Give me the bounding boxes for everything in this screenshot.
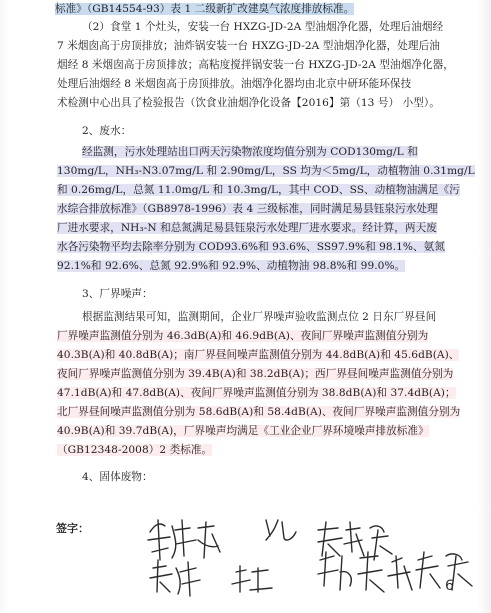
signature-1 xyxy=(148,520,220,560)
signature-6 xyxy=(318,552,412,592)
text-line: 夜间厂界噪声监测值分别为 39.4B(A)和 38.2dB(A)；西厂界昼间噪声监测值分别为 xyxy=(57,368,454,380)
section-heading: 3、厂界噪声： xyxy=(82,288,153,300)
text-line: （2）食堂 1 个灶头，安装一台 HXZG-JD-2A 型油烟净化器，处理后油烟经 xyxy=(82,21,444,33)
text-line: 根据监测结果可知，监测期间，企业厂界噪声验收监测点位 2 日东厂界昼间 xyxy=(82,311,437,323)
text-line: 40.9B(A)和 39.7dB(A)，厂界噪声均满足《工业企业厂界环境噪声排放标准》 xyxy=(57,425,429,437)
text-line: 和 0.26mg/L，总氮 11.0mg/L 和 10.3mg/L，其中 COD、SS、动植物油满足《污 xyxy=(57,184,460,196)
text-line: 标准》（GB14554-93）表 1 二级新扩改建臭气浓度排放标准。 xyxy=(55,3,355,15)
signature-5 xyxy=(232,566,272,592)
signature-2 xyxy=(266,520,296,540)
text-line: 7 米烟囱高于房顶排放；油炸锅安装一台 HXZG-JD-2A 型油烟净化器，处理后油 xyxy=(57,40,440,52)
text-line: 经监测，污水处理站出口两天污染物浓度均值分别为 COD130mg/L 和 xyxy=(82,146,418,158)
text-line: 处理后油烟经 8 米烟囱高于房顶排放。油烟净化器均由北京中研环能环保技 xyxy=(57,78,412,90)
text-line: 水各污染物平均去除率分别为 COD93.6%和 93.6%、SS97.9%和 98.1%、氨氮 xyxy=(57,241,445,253)
signature-7 xyxy=(416,552,472,590)
text-line: 92.1%和 92.6%、总氮 92.9%和 92.9%、动植物油 98.8%和 99.0%。 xyxy=(57,260,406,272)
text-line: 烟经 8 米烟囱高于房顶排放；高粘度搅拌锅安装一台 HXZG-JD-2A 型油烟净化器， xyxy=(57,59,454,71)
text-line: 40.3B(A)和 40.8dB(A)；南厂界昼间噪声监测值分别为 44.8dB(A)和 45.6dB(A)、 xyxy=(57,349,460,361)
text-line: 厂界噪声监测值分别为 46.3dB(A)和 46.9dB(A)、夜间厂界噪声监测值分别为 xyxy=(57,330,429,342)
section-heading: 2、废水： xyxy=(82,125,132,137)
text-line: 47.1dB(A)和 47.8dB(A)、夜间厂界噪声监测值分别为 38.8dB(A)和 37.4dB(A)； xyxy=(57,387,456,399)
section-heading: 4、固体废物： xyxy=(82,471,153,483)
text-line: 水综合排放标准》（GB8978-1996）表 4 三级标准，同时满足易县钰泉污水处理 xyxy=(57,203,438,215)
text-line: 厂进水要求，NH₃-N 和总氮满足易县钰泉污水处理厂进水要求。经计算，两天废 xyxy=(57,222,437,234)
page-number: 6 xyxy=(445,578,454,594)
text-line: 130mg/L，NH₃-N3.07mg/L 和 2.90mg/L，SS 均为＜5mg/L，动植物油 0.31mg/L xyxy=(57,165,475,177)
text-line: （GB12348-2008）2 类标准。 xyxy=(57,444,213,456)
signature-3 xyxy=(318,522,392,560)
signature-4 xyxy=(150,560,200,596)
text-line: 术检测中心出具了检验报告（饮食业油烟净化设备【2016】第（13 号） 小型）。 xyxy=(57,97,440,109)
text-line: 北厂界昼间噪声监测值分别为 58.6dB(A)和 58.4dB(A)、夜间厂界噪声监测值分别为 xyxy=(57,406,461,418)
signature-label: 签字： xyxy=(56,522,89,535)
